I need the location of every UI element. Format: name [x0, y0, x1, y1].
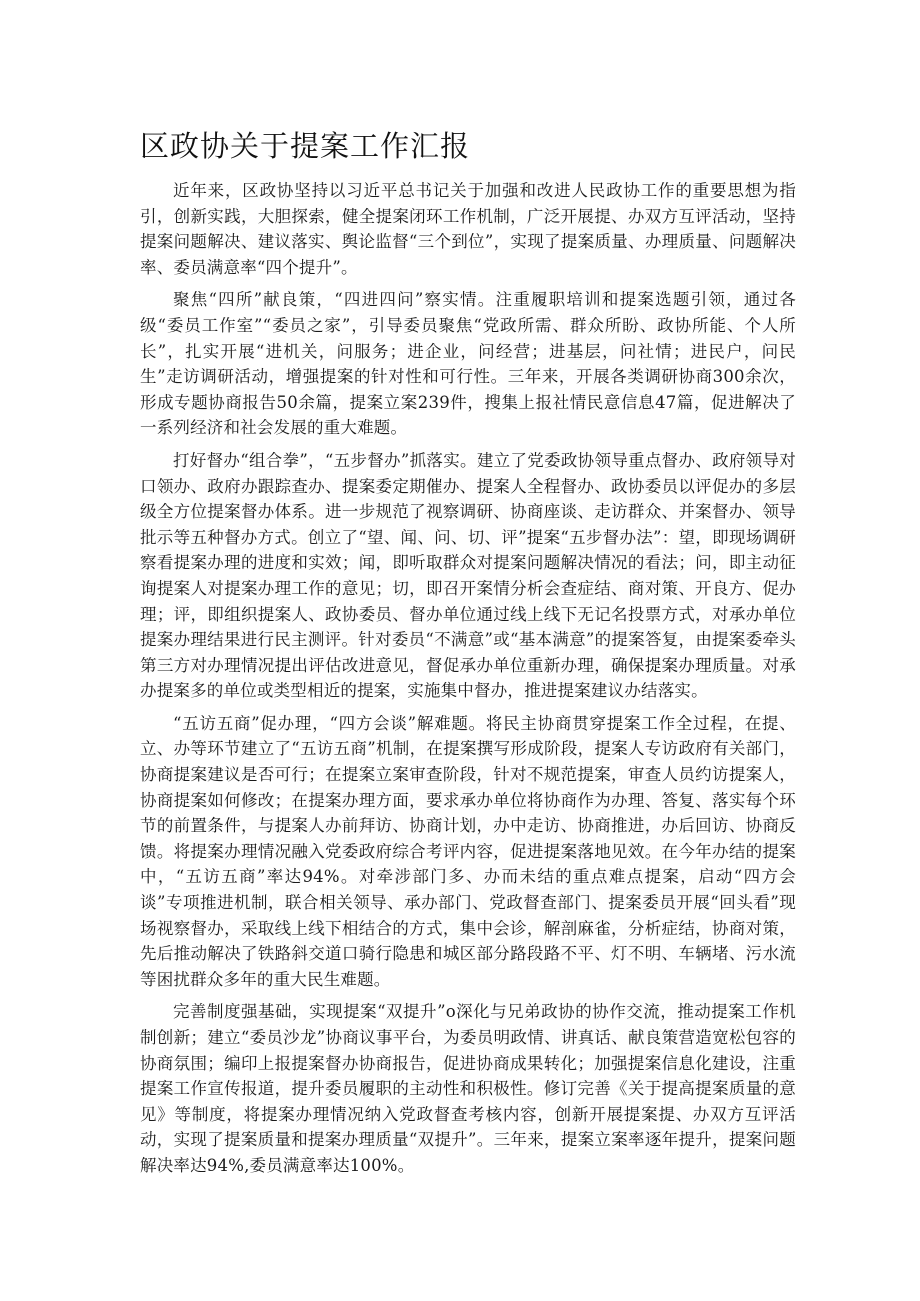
paragraph-institution: 完善制度强基础，实现提案“双提升”o深化与兄弟政协的协作交流，推动提案工作机制创新；建立“委员沙龙”协商议事平台，为委员明政情、讲真话、献良策营造宽松包容的协商氛围；编印上报提案督办协商报告，促进协商成果转化；加强提案信息化建设，注重提案工作宣传报道，提升委员履职的主动性和积极性。修订完善《关于提高提案质量的意见》等制度，将提案办理情况纳入党政督查考核内容，创新开展提案提、办双方互评活动，实现了提案质量和提案办理质量“双提升”。三年来，提案立案率逐年提升，提案问题解决率达94%,委员满意率达100%。 [140, 1002, 796, 1175]
document-title: 区政协关于提案工作汇报 [140, 129, 471, 163]
document-body [140, 178, 796, 1186]
paragraph-supervision: 打好督办“组合拳”，“五步督办”抓落实。建立了党委政协领导重点督办、政府领导对口领办、政府办跟踪查办、提案委定期催办、提案人全程督办、政协委员以评促办的多层级全方位提案督办体系。进一步规范了视察调研、协商座谈、走访群众、并案督办、领导批示等五种督办方式。创立了“望、闻、问、切、评”提案“五步督办法”：望，即现场调研察看提案办理的进度和实效；闻，即听取群众对提案问题解决情况的看法；问，即主动征询提案人对提案办理工作的意见；切，即召开案情分析会查症结、商对策、开良方、促办理；评，即组织提案人、政协委员、督办单位通过线上线下无记名投票方式，对承办单位提案办理结果进行民主测评。针对委员“不满意”或“基本满意”的提案答复，由提案委牵头第三方对办理情况提出评估改进意见，督促承办单位重新办理，确保提案办理质量。对承办提案多的单位或类型相近的提案，实施集中督办，推进提案建议办结落实。 [140, 450, 796, 701]
paragraph-research: 聚焦“四所”献良策，“四进四问”察实情。注重履职培训和提案选题引领，通过各级“委员工作室”“委员之家”，引导委员聚焦“党政所需、群众所盼、政协所能、个人所长”，扎实开展“进机关，问服务；进企业，问经营；进基层，问社情；进民户，问民生”走访调研活动，增强提案的针对性和可行性。三年来，开展各类调研协商300余次，形成专题协商报告50余篇，提案立案239件，搜集上报社情民意信息47篇，促进解决了一系列经济和社会发展的重大难题。 [140, 290, 796, 438]
paragraph-intro: 近年来，区政协坚持以习近平总书记关于加强和改进人民政协工作的重要思想为指引，创新实践，大胆探索，健全提案闭环工作机制，广泛开展提、办双方互评活动，坚持提案问题解决、建议落实、舆论监督“三个到位”，实现了提案质量、办理质量、问题解决率、委员满意率“四个提升”。 [140, 181, 796, 277]
paragraph-consultation: “五访五商”促办理，“四方会谈”解难题。将民主协商贯穿提案工作全过程，在提、立、办等环节建立了“五访五商”机制，在提案撰写形成阶段，提案人专访政府有关部门，协商提案建议是否可行；在提案立案审查阶段，针对不规范提案，审查人员约访提案人，协商提案如何修改；在提案办理方面，要求承办单位将协商作为办理、答复、落实每个环节的前置条件，与提案人办前拜访、协商计划，办中走访、协商推进，办后回访、协商反馈。将提案办理情况融入党委政府综合考评内容，促进提案落地见效。在今年办结的提案中，“五访五商”率达94%。对牵涉部门多、办而未结的重点难点提案，启动“四方会谈”专项推进机制，联合相关领导、承办部门、党政督查部门、提案委员开展“回头看”现场视察督办，采取线上线下相结合的方式，集中会诊，解剖麻雀，分析症结，协商对策，先后推动解决了铁路斜交道口骑行隐患和城区部分路段路不平、灯不明、车辆堵、污水流等困扰群众多年的重大民生难题。 [140, 713, 796, 989]
